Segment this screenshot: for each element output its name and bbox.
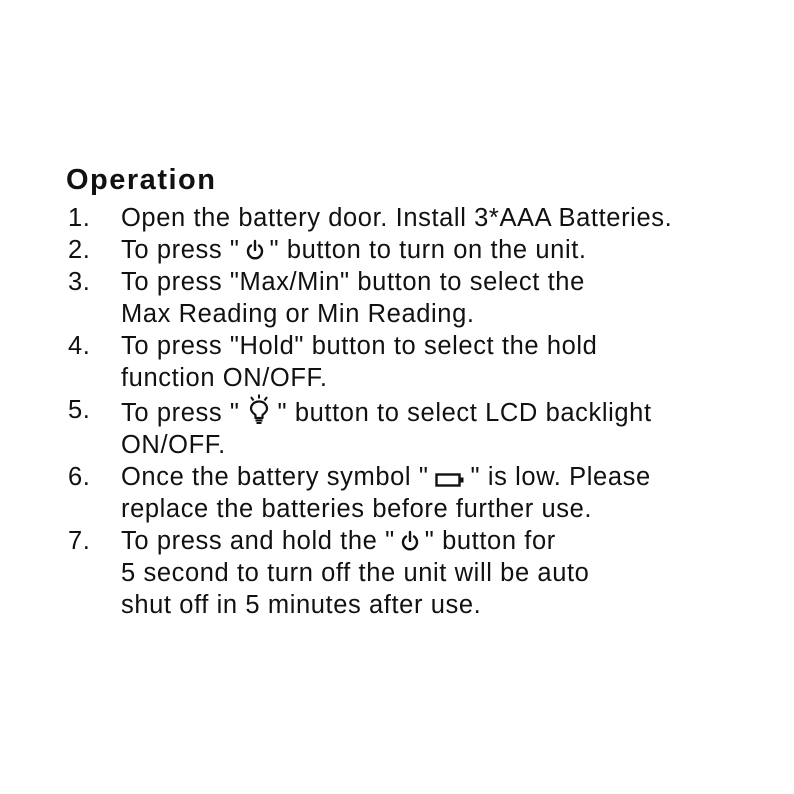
step-text — [121, 202, 766, 234]
step-line — [121, 266, 766, 298]
step-line-text: " button to select LCD backlight — [277, 399, 652, 427]
step-line-text: shut off in 5 minutes after use. — [121, 591, 482, 619]
list-item — [66, 266, 766, 330]
list-item — [66, 330, 766, 394]
backlight-bulb-icon — [246, 394, 272, 424]
step-line — [121, 202, 766, 234]
step-line — [121, 557, 766, 589]
power-icon — [246, 239, 264, 261]
step-line-text: To press "Max/Min" button to select the — [121, 268, 585, 296]
list-item — [66, 234, 766, 266]
power-icon — [401, 530, 419, 552]
step-line-text: To press "Hold" button to select the hold — [121, 332, 598, 360]
step-line-text: 5 second to turn off the unit will be auto — [121, 559, 590, 587]
step-line-text: Once the battery symbol " — [121, 463, 429, 491]
list-item — [66, 394, 766, 461]
step-number: 1. — [68, 204, 91, 232]
operation-section — [66, 160, 766, 621]
step-number: 5. — [68, 396, 91, 424]
step-text — [121, 394, 766, 461]
step-number: 4. — [68, 332, 91, 360]
list-item — [66, 525, 766, 621]
step-line-text: To press " — [121, 236, 240, 264]
step-number: 2. — [68, 236, 91, 264]
battery-icon — [435, 472, 465, 488]
step-line-text: replace the batteries before further use. — [121, 495, 593, 523]
step-line-text: Max Reading or Min Reading. — [121, 300, 475, 328]
step-text — [121, 461, 766, 525]
step-number: 7. — [68, 527, 91, 555]
step-text — [121, 234, 766, 266]
step-line-text: To press " — [121, 399, 240, 427]
step-line — [121, 298, 766, 330]
step-text — [121, 330, 766, 394]
step-line-text: ON/OFF. — [121, 431, 226, 459]
section-title: Operation — [66, 164, 217, 196]
step-number: 3. — [68, 268, 91, 296]
step-line — [121, 589, 766, 621]
step-number: 6. — [68, 463, 91, 491]
step-line — [121, 461, 766, 493]
step-line-text: " button to turn on the unit. — [269, 236, 587, 264]
list-item — [66, 202, 766, 234]
step-line — [121, 330, 766, 362]
step-line — [121, 234, 766, 266]
step-line-text: To press and hold the " — [121, 527, 395, 555]
operation-steps-list — [66, 202, 766, 621]
step-line — [121, 394, 766, 429]
step-line — [121, 362, 766, 394]
list-item — [66, 461, 766, 525]
step-text — [121, 266, 766, 330]
step-text — [121, 525, 766, 621]
step-line-text: Open the battery door. Install 3*AAA Batteries. — [121, 204, 673, 232]
step-line-text: " button for — [424, 527, 556, 555]
step-line-text: " is low. Please — [470, 463, 651, 491]
step-line-text: function ON/OFF. — [121, 364, 328, 392]
step-line — [121, 493, 766, 525]
step-line — [121, 525, 766, 557]
step-line — [121, 429, 766, 461]
